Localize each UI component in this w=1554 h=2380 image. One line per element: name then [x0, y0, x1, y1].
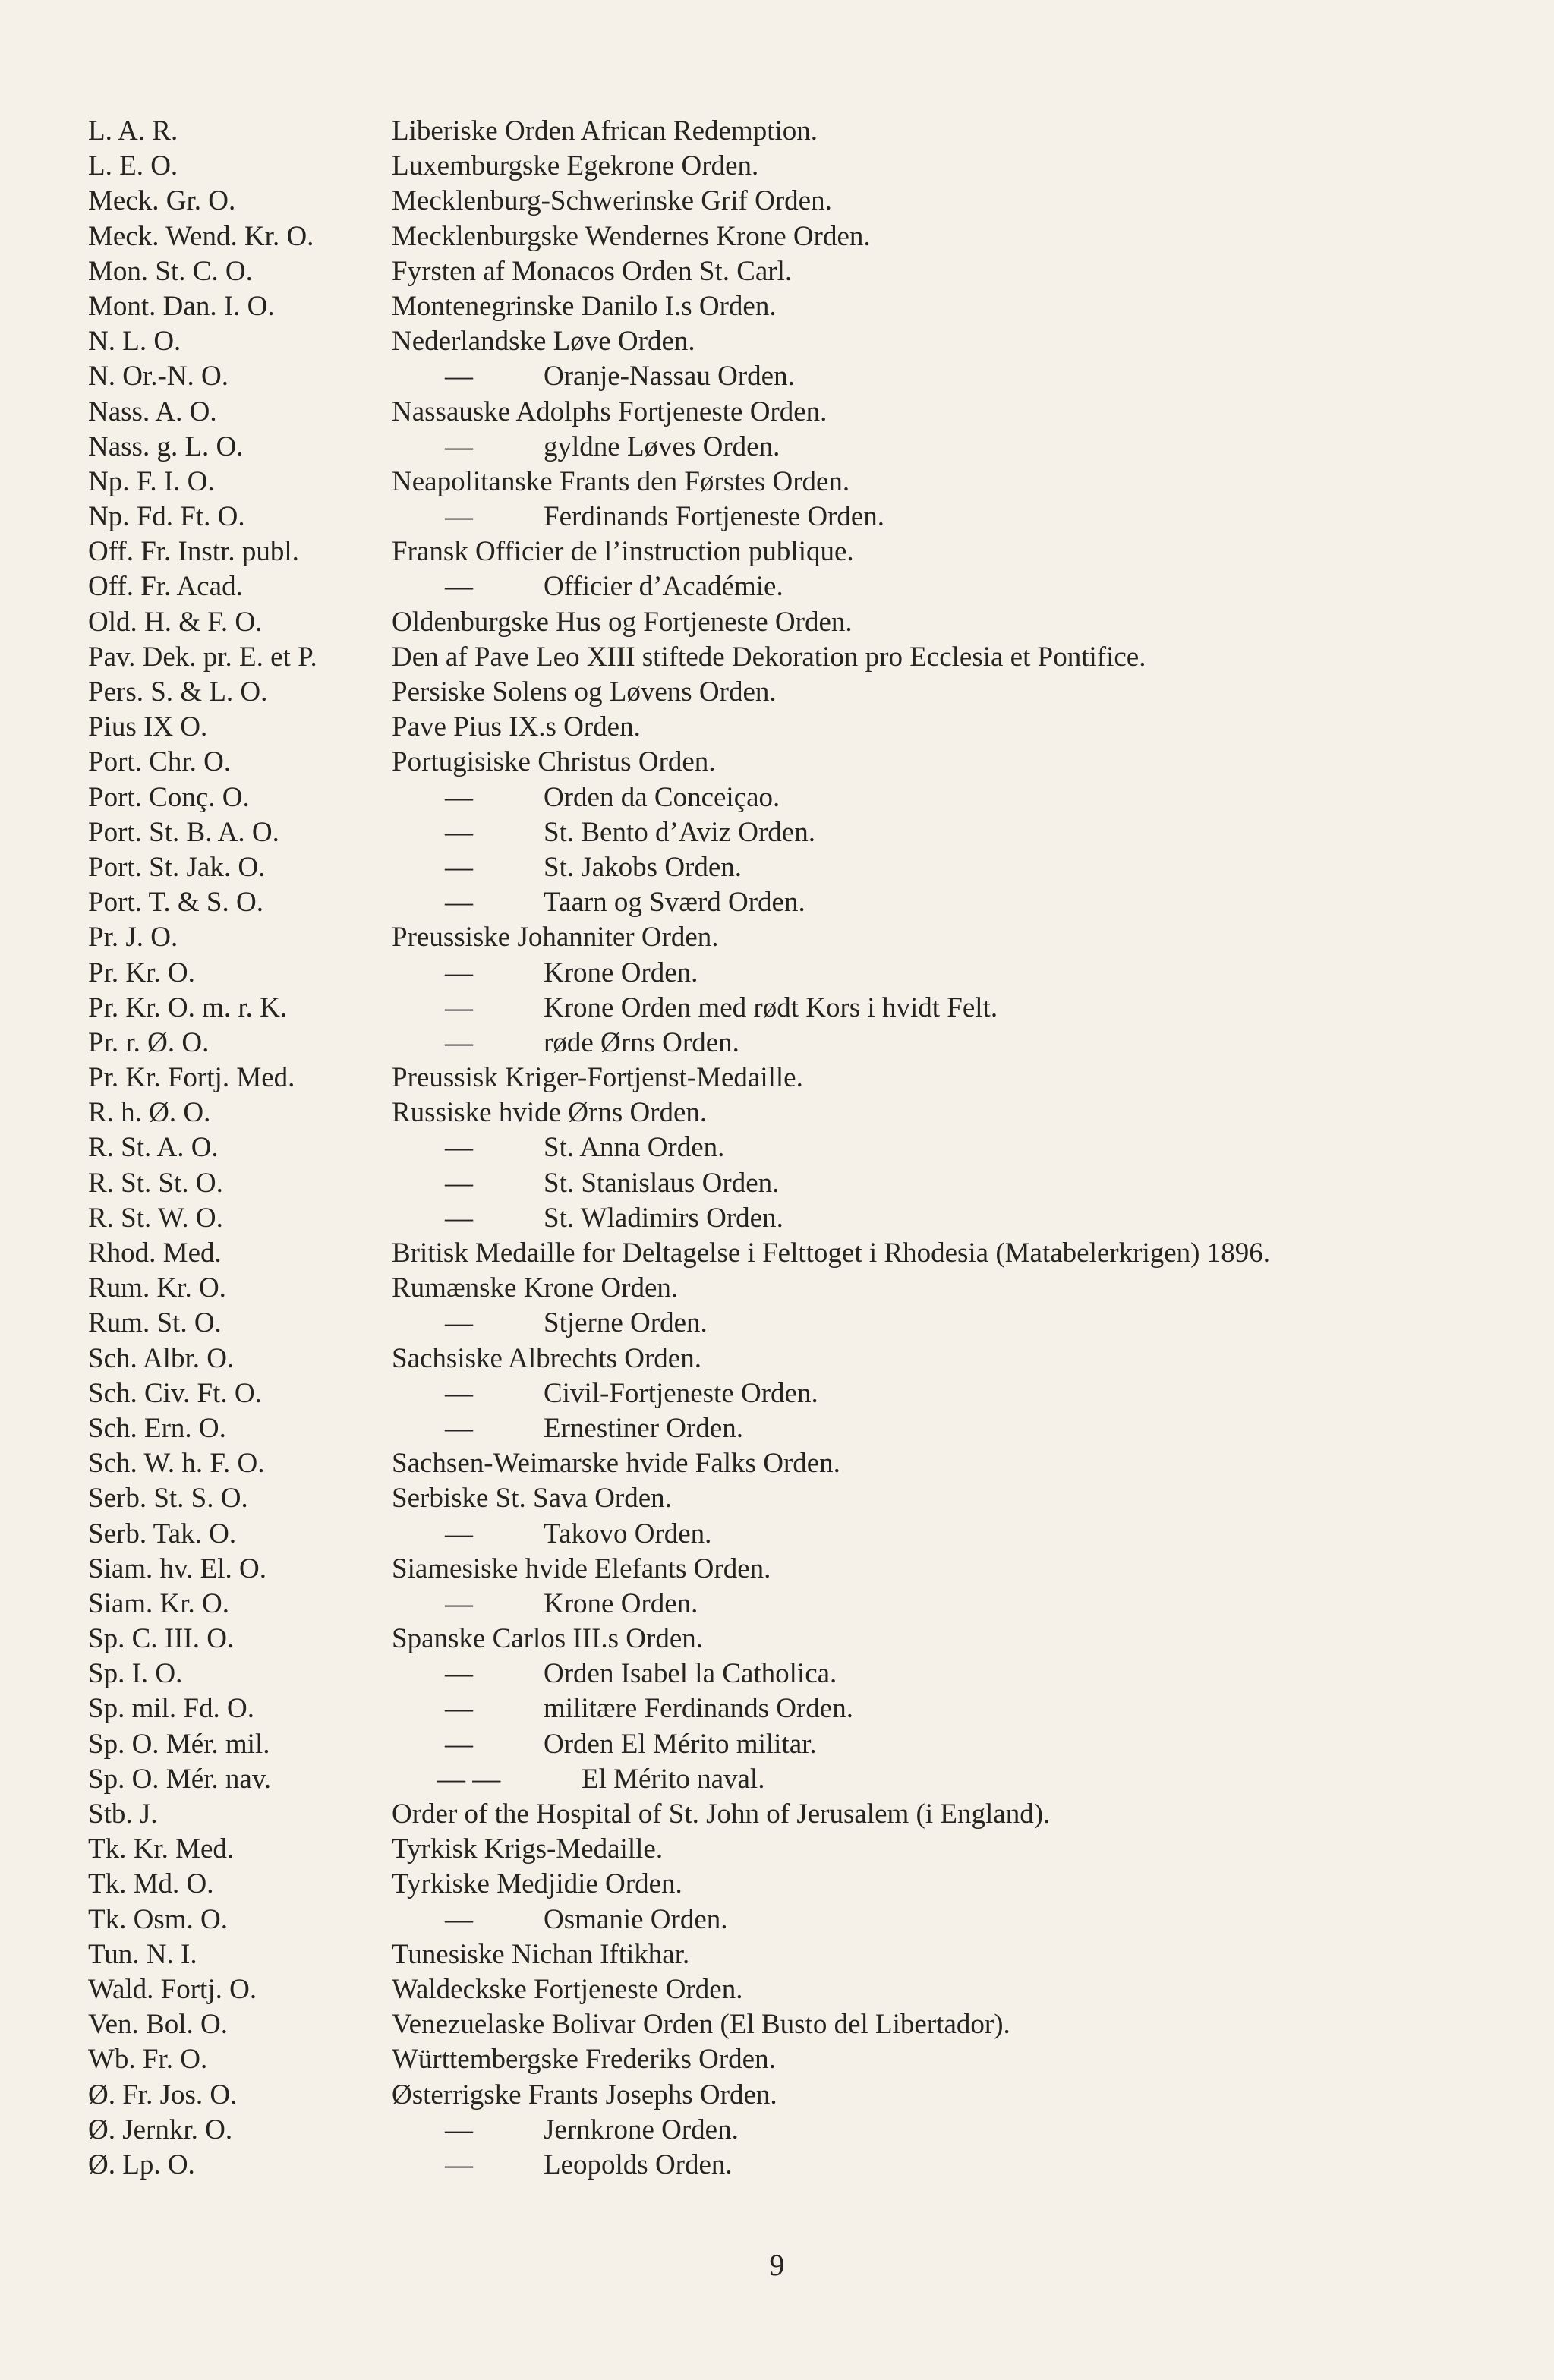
abbreviation: Wb. Fr. O. [88, 2044, 208, 2076]
order-description: Pave Pius IX.s Orden. [392, 711, 641, 743]
order-description: Preussiske Johanniter Orden. [392, 922, 719, 954]
abbreviation: L. E. O. [88, 150, 178, 182]
ditto-dash: — [445, 991, 473, 1023]
abbreviation: Serb. St. S. O. [88, 1483, 248, 1515]
list-item [88, 184, 1530, 219]
abbreviation: Wald. Fortj. O. [88, 1973, 257, 2005]
page-number: 9 [769, 2248, 785, 2282]
list-item [88, 640, 1530, 675]
abbreviation: Sch. W. h. F. O. [88, 1448, 265, 1480]
abbreviation: Pius IX O. [88, 711, 208, 743]
order-description: Sachsiske Albrechts Orden. [392, 1342, 701, 1374]
abbreviation: Ø. Jernkr. O. [88, 2114, 233, 2145]
abbreviation: Tk. Md. O. [88, 1868, 214, 1900]
list-item [88, 500, 1530, 534]
list-item [88, 1727, 1530, 1762]
list-item [88, 1517, 1530, 1552]
order-description: Osmanie Orden. [544, 1903, 728, 1935]
ditto-dash: — [445, 1518, 473, 1549]
abbreviation: Sch. Ern. O. [88, 1412, 226, 1444]
list-item [88, 850, 1530, 885]
abbreviation: Off. Fr. Instr. publ. [88, 536, 299, 568]
abbreviation: R. h. Ø. O. [88, 1097, 211, 1129]
list-item [88, 1061, 1530, 1095]
list-item [88, 1341, 1530, 1376]
order-description: Venezuelaske Bolivar Orden (El Busto del Libertador). [392, 2009, 1010, 2041]
abbreviation: R. St. St. O. [88, 1167, 223, 1199]
abbreviation: Port. Conç. O. [88, 781, 250, 813]
list-item [88, 395, 1530, 430]
list-item [88, 2007, 1530, 2042]
abbreviation: Siam. Kr. O. [88, 1587, 230, 1619]
ditto-dash: — [445, 501, 473, 533]
order-description: Luxemburgske Egekrone Orden. [392, 150, 759, 182]
list-item [88, 1236, 1530, 1271]
order-description: El Mérito naval. [582, 1763, 765, 1795]
list-item [88, 815, 1530, 850]
list-item [88, 219, 1530, 254]
order-description: St. Stanislaus Orden. [544, 1167, 780, 1199]
ditto-dash: — [445, 781, 473, 813]
list-item [88, 1306, 1530, 1341]
ditto-dash: — [445, 1693, 473, 1725]
list-item [88, 1446, 1530, 1481]
abbreviation: Siam. hv. El. O. [88, 1553, 267, 1584]
ditto-dash: — [445, 957, 473, 988]
order-description: Tunesiske Nichan Iftikhar. [392, 1938, 690, 1970]
ditto-dash: — [445, 1903, 473, 1935]
list-item [88, 324, 1530, 359]
abbreviation: Sp. I. O. [88, 1658, 183, 1690]
list-item [88, 1201, 1530, 1236]
list-item [88, 1587, 1530, 1622]
ditto-dash: — [445, 1026, 473, 1058]
list-item [88, 2078, 1530, 2113]
order-description: Tyrkiske Medjidie Orden. [392, 1868, 682, 1900]
ditto-dash: — [445, 571, 473, 603]
list-item [88, 991, 1530, 1026]
list-item [88, 430, 1530, 465]
list-item [88, 1552, 1530, 1587]
order-description: Waldeckske Fortjeneste Orden. [392, 1973, 743, 2005]
list-item [88, 465, 1530, 500]
order-description: Liberiske Orden African Redemption. [392, 115, 818, 147]
order-description: Neapolitanske Frants den Førstes Orden. [392, 465, 850, 497]
list-item [88, 1166, 1530, 1201]
order-description: Takovo Orden. [544, 1518, 712, 1549]
abbreviation: N. Or.-N. O. [88, 361, 229, 392]
order-description: Østerrigske Frants Josephs Orden. [392, 2079, 777, 2110]
list-item [88, 2113, 1530, 2148]
order-description: Krone Orden med rødt Kors i hvidt Felt. [544, 991, 998, 1023]
list-item [88, 675, 1530, 710]
abbreviation: Rum. St. O. [88, 1307, 222, 1339]
list-item [88, 745, 1530, 780]
list-item [88, 920, 1530, 955]
list-item [88, 605, 1530, 640]
abbreviation-list [88, 114, 1530, 2183]
abbreviation: Tun. N. I. [88, 1938, 197, 1970]
list-item [88, 780, 1530, 815]
abbreviation: Nass. g. L. O. [88, 430, 244, 462]
ditto-dash: — [445, 1307, 473, 1339]
ditto-dash: — [445, 2114, 473, 2145]
abbreviation: Off. Fr. Acad. [88, 571, 243, 603]
list-item [88, 359, 1530, 394]
order-description: Fransk Officier de l’instruction publique. [392, 536, 854, 568]
list-item [88, 289, 1530, 324]
order-description: Nederlandske Løve Orden. [392, 326, 695, 358]
ditto-dash: — [445, 1202, 473, 1234]
order-description: Preussisk Kriger-Fortjenst-Medaille. [392, 1062, 803, 1094]
ditto-dash: — [445, 1132, 473, 1164]
ditto-dash: — [445, 1658, 473, 1690]
abbreviation: Pav. Dek. pr. E. et P. [88, 641, 317, 673]
ditto-dash: — [445, 1167, 473, 1199]
list-item [88, 1376, 1530, 1411]
ditto-dash: — [445, 361, 473, 392]
order-description: Fyrsten af Monacos Orden St. Carl. [392, 255, 793, 287]
order-description: St. Wladimirs Orden. [544, 1202, 783, 1234]
order-description: Mecklenburgske Wendernes Krone Orden. [392, 220, 871, 252]
abbreviation: Stb. J. [88, 1798, 158, 1830]
list-item [88, 1797, 1530, 1832]
order-description: Orden El Mérito militar. [544, 1728, 817, 1760]
order-description: St. Anna Orden. [544, 1132, 725, 1164]
abbreviation: R. St. A. O. [88, 1132, 219, 1164]
order-description: St. Jakobs Orden. [544, 851, 742, 883]
list-item [88, 569, 1530, 604]
list-item [88, 2042, 1530, 2077]
order-description: Montenegrinske Danilo I.s Orden. [392, 290, 777, 322]
order-description: Taarn og Sværd Orden. [544, 887, 805, 919]
abbreviation: Ø. Lp. O. [88, 2148, 195, 2180]
order-description: Stjerne Orden. [544, 1307, 708, 1339]
abbreviation: Sch. Civ. Ft. O. [88, 1377, 262, 1409]
ditto-dash: — [445, 1587, 473, 1619]
abbreviation: Pr. Kr. Fortj. Med. [88, 1062, 295, 1094]
order-description: gyldne Løves Orden. [544, 430, 780, 462]
abbreviation: N. L. O. [88, 326, 181, 358]
abbreviation: Old. H. & F. O. [88, 606, 263, 638]
ditto-dash: — [445, 1377, 473, 1409]
order-description: Officier d’Académie. [544, 571, 783, 603]
abbreviation: Sp. mil. Fd. O. [88, 1693, 254, 1725]
abbreviation: Port. Chr. O. [88, 746, 232, 778]
order-description: Orden Isabel la Catholica. [544, 1658, 837, 1690]
list-item [88, 1762, 1530, 1797]
abbreviation: Pers. S. & L. O. [88, 676, 268, 708]
order-description: Jernkrone Orden. [544, 2114, 739, 2145]
abbreviation: Np. Fd. Ft. O. [88, 501, 245, 533]
abbreviation: Mont. Dan. I. O. [88, 290, 275, 322]
order-description: Siamesiske hvide Elefants Orden. [392, 1553, 771, 1584]
order-description: Order of the Hospital of St. John of Jerusalem (i England). [392, 1798, 1051, 1830]
list-item [88, 1622, 1530, 1657]
abbreviation: Pr. r. Ø. O. [88, 1026, 210, 1058]
abbreviation: Port. St. B. A. O. [88, 816, 279, 848]
order-description: Portugisiske Christus Orden. [392, 746, 716, 778]
ditto-dash: — [445, 887, 473, 919]
order-description: Britisk Medaille for Deltagelse i Felttoget i Rhodesia (Matabelerkrigen) 1896. [392, 1237, 1270, 1269]
abbreviation: Sp. C. III. O. [88, 1623, 235, 1655]
abbreviation: Port. T. & S. O. [88, 887, 263, 919]
abbreviation: Rum. Kr. O. [88, 1272, 226, 1304]
order-description: Den af Pave Leo XIII stiftede Dekoration pro Ecclesia et Pontifice. [392, 641, 1146, 673]
list-item [88, 1832, 1530, 1867]
ditto-dash: — [445, 816, 473, 848]
list-item [88, 114, 1530, 149]
abbreviation: Pr. Kr. O. [88, 957, 195, 988]
order-description: Ernestiner Orden. [544, 1412, 744, 1444]
order-description: Krone Orden. [544, 1587, 698, 1619]
abbreviation: Ven. Bol. O. [88, 2009, 228, 2041]
abbreviation: Nass. A. O. [88, 396, 217, 427]
order-description: Sachsen-Weimarske hvide Falks Orden. [392, 1448, 840, 1480]
list-item [88, 1130, 1530, 1165]
list-item [88, 956, 1530, 991]
list-item [88, 1691, 1530, 1726]
abbreviation: Serb. Tak. O. [88, 1518, 237, 1549]
list-item [88, 149, 1530, 184]
list-item [88, 1026, 1530, 1061]
order-description: Mecklenburg-Schwerinske Grif Orden. [392, 185, 832, 217]
order-description: Krone Orden. [544, 957, 698, 988]
ditto-dash: — [445, 1728, 473, 1760]
abbreviation: Sp. O. Mér. mil. [88, 1728, 270, 1760]
abbreviation: Sch. Albr. O. [88, 1342, 235, 1374]
order-description: Russiske hvide Ørns Orden. [392, 1097, 708, 1129]
order-description: Württembergske Frederiks Orden. [392, 2044, 776, 2076]
order-description: Tyrkisk Krigs-Medaille. [392, 1833, 664, 1865]
ditto-dash: — [445, 2148, 473, 2180]
ditto-dash: — [445, 430, 473, 462]
order-description: Nassauske Adolphs Fortjeneste Orden. [392, 396, 827, 427]
list-item [88, 534, 1530, 569]
ditto-dash: — — [437, 1763, 501, 1795]
order-description: Oldenburgske Hus og Fortjeneste Orden. [392, 606, 853, 638]
abbreviation: Np. F. I. O. [88, 465, 215, 497]
order-description: St. Bento d’Aviz Orden. [544, 816, 815, 848]
abbreviation: Pr. J. O. [88, 922, 178, 954]
abbreviation: R. St. W. O. [88, 1202, 223, 1234]
abbreviation: Rhod. Med. [88, 1237, 222, 1269]
list-item [88, 1937, 1530, 1972]
abbreviation: L. A. R. [88, 115, 178, 147]
abbreviation: Tk. Osm. O. [88, 1903, 228, 1935]
list-item [88, 1411, 1530, 1446]
list-item [88, 2148, 1530, 2183]
abbreviation: Ø. Fr. Jos. O. [88, 2079, 238, 2110]
abbreviation: Sp. O. Mér. nav. [88, 1763, 272, 1795]
abbreviation: Tk. Kr. Med. [88, 1833, 235, 1865]
list-item [88, 1657, 1530, 1691]
list-item [88, 885, 1530, 920]
list-item [88, 1271, 1530, 1306]
ditto-dash: — [445, 851, 473, 883]
abbreviation: Meck. Wend. Kr. O. [88, 220, 314, 252]
abbreviation: Port. St. Jak. O. [88, 851, 266, 883]
order-description: Ferdinands Fortjeneste Orden. [544, 501, 885, 533]
abbreviation: Mon. St. C. O. [88, 255, 253, 287]
order-description: militære Ferdinands Orden. [544, 1693, 853, 1725]
order-description: Persiske Solens og Løvens Orden. [392, 676, 777, 708]
list-item [88, 1095, 1530, 1130]
ditto-dash: — [445, 1412, 473, 1444]
order-description: Rumænske Krone Orden. [392, 1272, 679, 1304]
order-description: Serbiske St. Sava Orden. [392, 1483, 672, 1515]
order-description: Oranje-Nassau Orden. [544, 361, 795, 392]
order-description: Civil-Fortjeneste Orden. [544, 1377, 818, 1409]
order-description: røde Ørns Orden. [544, 1026, 739, 1058]
order-description: Leopolds Orden. [544, 2148, 733, 2180]
list-item [88, 254, 1530, 289]
list-item [88, 1481, 1530, 1516]
order-description: Spanske Carlos III.s Orden. [392, 1623, 703, 1655]
list-item [88, 1972, 1530, 2007]
list-item [88, 1867, 1530, 1902]
abbreviation: Meck. Gr. O. [88, 185, 236, 217]
order-description: Orden da Conceiçao. [544, 781, 780, 813]
abbreviation: Pr. Kr. O. m. r. K. [88, 991, 288, 1023]
list-item [88, 710, 1530, 745]
list-item [88, 1902, 1530, 1937]
